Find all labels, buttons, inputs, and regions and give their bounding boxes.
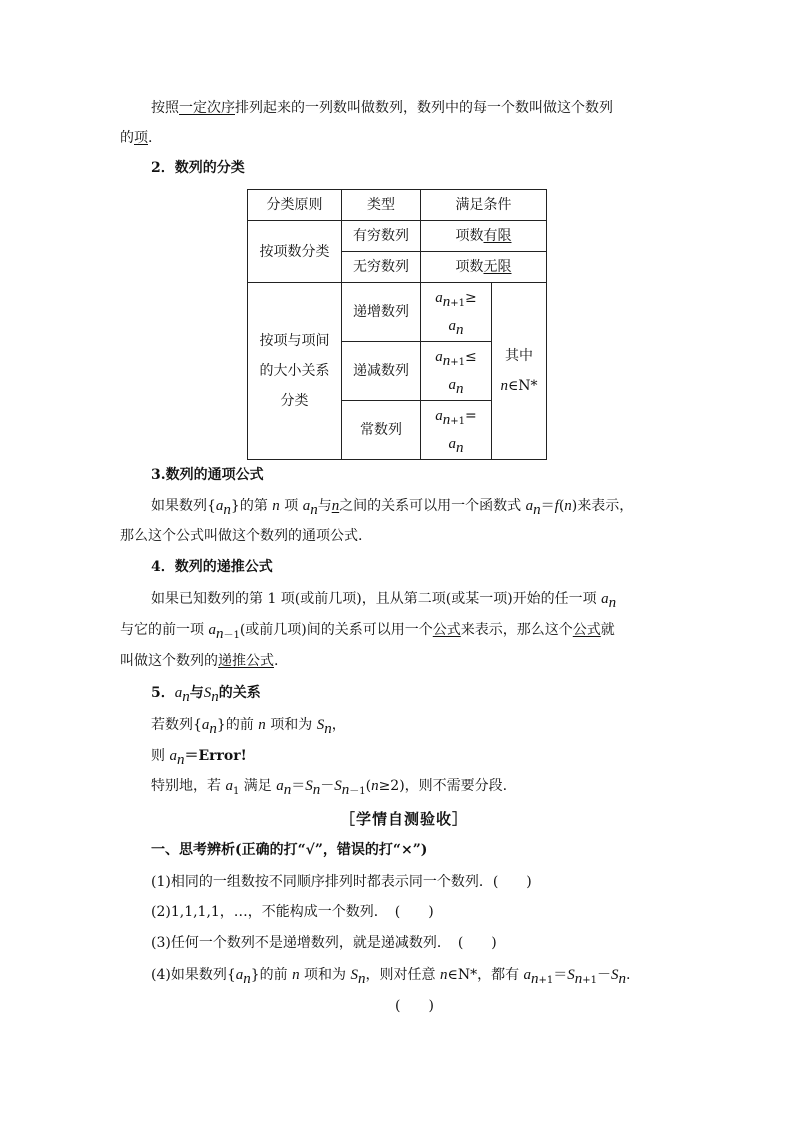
text: (4)如果数列{ bbox=[151, 967, 236, 983]
text: ∈N*，都有 bbox=[447, 967, 524, 983]
underlined-text: 公式 bbox=[432, 622, 461, 638]
intro-line-1 bbox=[151, 98, 613, 118]
table-cell-condition bbox=[421, 221, 547, 252]
section-4-title: 4．数列的递推公式 bbox=[151, 559, 273, 575]
section-5-line-3: 特别地，若 $a_1$ 满足 $a_n=S_n-S_{n-1}(n\ge 2)$，则不需要分段. bbox=[151, 778, 508, 798]
text: ＝ bbox=[291, 778, 306, 794]
text: ＝ bbox=[540, 498, 555, 514]
text: 来表示，那么这个 bbox=[460, 622, 573, 638]
question-3: (3)任何一个数列不是递增数列，就是递减数列． ( ) bbox=[151, 935, 497, 951]
table-cell-condition: $a_{n+1}\le$ $a_n$ bbox=[421, 342, 492, 401]
text: ，则对任意 bbox=[365, 967, 440, 983]
text: 来表示， bbox=[577, 498, 634, 514]
text: 的大小关系 bbox=[259, 363, 330, 379]
text: 叫做这个数列的 bbox=[120, 653, 218, 669]
table-cell-type: 无穷数列 bbox=[342, 252, 421, 283]
table-cell-principle: 按项数分类 bbox=[248, 221, 342, 283]
section-3-line-1: 如果数列$\{a_n\}$的第 n 项 $a_n$与n之间的关系可以用一个函数式 $a_n=f(n)$来表示， bbox=[151, 498, 634, 518]
text: ， bbox=[331, 717, 346, 733]
text: 则 bbox=[151, 748, 170, 764]
table-cell-type: 递减数列 bbox=[342, 342, 421, 401]
text: 分类 bbox=[280, 393, 309, 409]
table-header-cell: 类型 bbox=[342, 190, 421, 221]
underlined-text: 递推公式 bbox=[218, 653, 274, 669]
table-cell-note: 其中 n∈N* bbox=[492, 283, 547, 460]
text: . bbox=[626, 967, 631, 983]
text: 满足 bbox=[243, 778, 277, 794]
text: 5． bbox=[151, 685, 175, 701]
self-test-subtitle: 一、思考辨析(正确的打“√”，错误的打“×”) bbox=[151, 842, 428, 858]
text: ＝ bbox=[553, 967, 568, 983]
text: }的前 bbox=[216, 717, 259, 733]
relation-symbol: ≥ bbox=[465, 290, 477, 306]
table-row bbox=[248, 283, 547, 342]
text: 的 bbox=[120, 130, 134, 146]
table-cell-type: 有穷数列 bbox=[342, 221, 421, 252]
text: ≥2)，则不需要分段. bbox=[378, 778, 508, 794]
underlined-text: 公式 bbox=[572, 622, 601, 638]
text: － bbox=[597, 967, 612, 983]
question-2: (2)1,1,1,1，…，不能构成一个数列． ( ) bbox=[151, 904, 434, 920]
section-5-title: 5．$a_n$与$S_n$的关系 bbox=[151, 685, 261, 705]
text: ∈N* bbox=[507, 378, 538, 394]
error-text: ＝Error! bbox=[184, 748, 247, 764]
text: 项数 bbox=[455, 228, 484, 244]
table-row bbox=[248, 221, 547, 252]
text: 项数 bbox=[455, 259, 484, 275]
question-4: (4)如果数列$\{a_n\}$的前 n 项和为 $S_n$，则对任意 n∈N*，都有 $a_{n+1}=S_{n+1}-S_n$. bbox=[151, 967, 631, 987]
text: 排列起来的一列数叫做数列，数列中的每一个数叫做这个数列 bbox=[235, 100, 613, 116]
table-header-cell: 满足条件 bbox=[421, 190, 547, 221]
table-cell-principle bbox=[248, 283, 342, 460]
text: }的第 bbox=[230, 498, 273, 514]
text: 项 bbox=[279, 498, 303, 514]
text: ( bbox=[365, 778, 372, 794]
underlined-text: 有限 bbox=[483, 228, 512, 244]
relation-symbol: = bbox=[465, 408, 477, 424]
text: 与 bbox=[189, 685, 204, 701]
self-test-header: ［学情自测验收］ bbox=[340, 810, 469, 828]
section-4-line-3 bbox=[120, 651, 278, 671]
text: 其中 bbox=[505, 348, 533, 364]
text: 项和为 bbox=[265, 717, 317, 733]
classification-table bbox=[247, 189, 547, 460]
text: 如果数列{ bbox=[151, 498, 216, 514]
text: 的关系 bbox=[218, 685, 261, 701]
text: 与它的前一项 bbox=[120, 622, 209, 638]
text: 按项与项间 bbox=[259, 333, 330, 349]
section-4-line-2: 与它的前一项 $a_{n-1}$(或前几项)间的关系可以用一个公式来表示，那么这个公式就 bbox=[120, 622, 615, 642]
table-cell-condition: $a_{n+1}=$ $a_n$ bbox=[421, 401, 492, 460]
text: 就 bbox=[600, 622, 615, 638]
intro-line-2 bbox=[120, 128, 152, 148]
table-header-cell: 分类原则 bbox=[248, 190, 342, 221]
table-cell-type: 常数列 bbox=[342, 401, 421, 460]
table-cell-condition bbox=[421, 252, 547, 283]
text: . bbox=[274, 653, 279, 669]
text: 若数列{ bbox=[151, 717, 202, 733]
relation-symbol: ≤ bbox=[465, 349, 477, 365]
underlined-text: 项 bbox=[134, 130, 148, 146]
underlined-text: 无限 bbox=[483, 259, 512, 275]
text: . bbox=[148, 130, 153, 146]
section-3-title: 3.数列的通项公式 bbox=[151, 467, 264, 483]
section-5-line-2: 则 $a_n=Error$! bbox=[151, 748, 247, 768]
text: － bbox=[320, 778, 335, 794]
text: 特别地，若 bbox=[151, 778, 226, 794]
text: 与 bbox=[317, 498, 332, 514]
table-cell-condition: $a_{n+1}\ge$ $a_n$ bbox=[421, 283, 492, 342]
table-cell-type: 递增数列 bbox=[342, 283, 421, 342]
section-5-line-1: 若数列$\{a_n\}$的前 n 项和为 $S_n$， bbox=[151, 717, 346, 737]
question-4-answer-paren: ( ) bbox=[395, 998, 434, 1014]
section-4-line-1: 如果已知数列的第 1 项(或前几项)，且从第二项(或某一项)开始的任一项 $a_n$ bbox=[151, 591, 617, 611]
underlined-text: 一定次序 bbox=[179, 100, 235, 116]
text: (或前几项)间的关系可以用一个 bbox=[239, 622, 433, 638]
question-1: (1)相同的一组数按不同顺序排列时都表示同一个数列．( ) bbox=[151, 874, 532, 890]
text: 项和为 bbox=[299, 967, 351, 983]
text: }的前 bbox=[250, 967, 293, 983]
text: 按照 bbox=[151, 100, 179, 116]
text: 之间的关系可以用一个函数式 bbox=[339, 498, 526, 514]
text: 如果已知数列的第 1 项(或前几项)，且从第二项(或某一项)开始的任一项 bbox=[151, 591, 602, 607]
section-2-title: 2．数列的分类 bbox=[151, 160, 245, 176]
section-3-line-2: 那么这个公式叫做这个数列的通项公式. bbox=[120, 528, 363, 544]
table-header-row bbox=[248, 190, 547, 221]
